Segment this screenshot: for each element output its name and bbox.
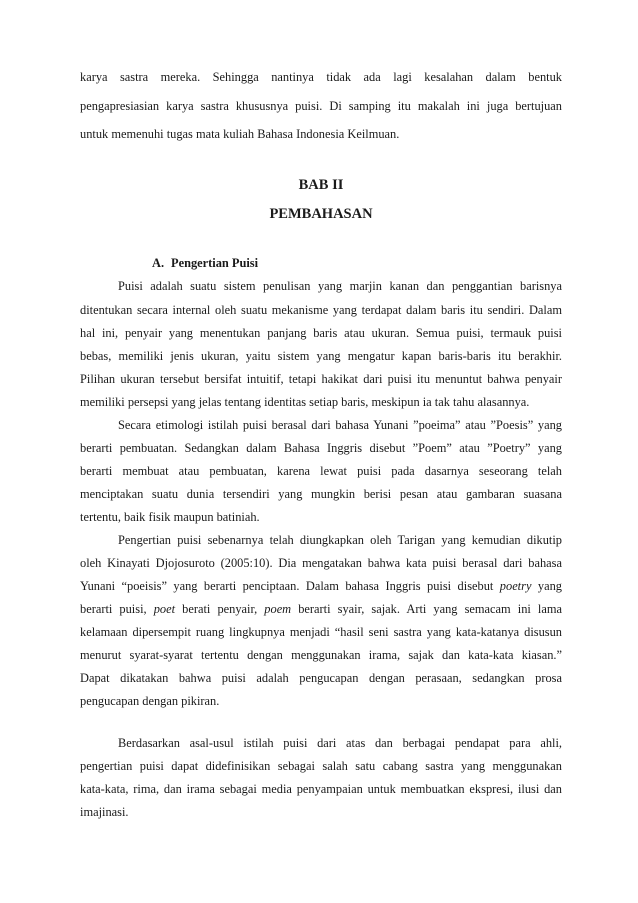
para1-line-1: Puisi adalah suatu sistem penulisan yang marjin kanan dan penggantian barisnya [118,279,562,293]
chapter-title: PEMBAHASAN [269,206,373,222]
para3-line-2: oleh Kinayati Djojosuroto (2005:10). Dia mengatakan bahwa kata puisi berasal dari bahasa [80,556,562,570]
para3-line-4-a: berarti puisi, [80,602,147,616]
para3-line-3-end: yang [537,579,562,593]
para1-line-4: bebas, memiliki jenis ukuran, yaitu sistem yang mengatur kapan baris-baris itu berakhir. [80,349,562,363]
para3-line-3-text: Yunani “poeisis” yang berarti penciptaan. Dalam bahasa Inggris puisi disebut [80,579,494,593]
para3-term-poetry: poetry [499,579,532,593]
para2-line-5: tertentu, baik fisik maupun batiniah. [80,510,260,524]
para3-line-4-b: berati penyair, [182,602,258,616]
para1-line-5: Pilihan ukuran tersebut bersifat intuitif, tetapi hakikat dari puisi itu menuntut bahwa penyair [80,372,562,386]
para2-line-3: berarti membuat atau pembuatan, karena lewat puisi pada dasarnya seseorang telah [80,464,562,478]
para3-line-7: Dapat dikatakan bahwa puisi adalah pengucapan dengan perasaan, sedangkan prosa [80,671,562,685]
para2-line-4: menciptakan suatu dunia tersendiri yang mungkin berisi pesan atau gambaran suasana [80,487,562,501]
para3-line-4 [80,600,562,618]
intro-line-1: karya sastra mereka. Sehingga nantinya tidak ada lagi kesalahan dalam bentuk [80,70,562,84]
para3-line-4-c: berarti syair, sajak. Arti yang semacam ini lama [298,602,563,616]
para1-line-6: memiliki persepsi yang jelas tentang identitas setiap baris, meskipun ia tak tahu alasannya. [80,395,530,409]
para3-line-6: menurut syarat-syarat tertentu dengan menggunakan irama, sajak dan kata-kata kiasan.” [80,648,562,662]
section-heading [152,254,258,272]
para3-term-poet: poet [153,602,176,616]
para3-term-poem: poem [264,602,292,616]
para3-line-8: pengucapan dengan pikiran. [80,694,220,708]
para1-line-3: hal ini, penyair yang menentukan panjang baris atau ukuran. Semua puisi, termauk puisi [80,326,562,340]
para4-line-4: imajinasi. [80,805,129,819]
para3-line-5: kelamaan dipersempit ruang lingkupnya menjadi “hasil seni sastra yang kata-katanya disusun [80,625,562,639]
intro-line-2: pengapresiasian karya sastra khususnya puisi. Di samping itu makalah ini juga bertujuan [80,99,562,113]
section-number: A. [152,256,165,270]
para3-line-1: Pengertian puisi sebenarnya telah diungkapkan oleh Tarigan yang kemudian dikutip [118,533,562,547]
para1-line-2: ditentukan secara internal oleh suatu mekanisme yang terdapat dalam baris itu sendiri. Dalam [80,303,562,317]
para4-line-1: Berdasarkan asal-usul istilah puisi dari atas dan berbagai pendapat para ahli, [118,736,562,750]
chapter-number: BAB II [298,177,344,193]
para2-line-2: berarti pembuatan. Sedangkan dalam Bahasa Inggris disebut ”Poem” atau ”Poetry” yang [80,441,562,455]
para4-line-3: kata-kata, rima, dan irama sebagai media penyampaian untuk membuatkan ekspresi, ilusi dan [80,782,562,796]
para2-line-1: Secara etimologi istilah puisi berasal dari bahasa Yunani ”poeima” atau ”Poesis” yang [118,418,562,432]
para3-line-3 [80,577,562,595]
intro-line-3: untuk memenuhi tugas mata kuliah Bahasa Indonesia Keilmuan. [80,127,400,141]
section-title: Pengertian Puisi [171,256,259,270]
para4-line-2: pengertian puisi dapat didefinisikan sebagai salah satu cabang sastra yang menggunakan [80,759,562,773]
